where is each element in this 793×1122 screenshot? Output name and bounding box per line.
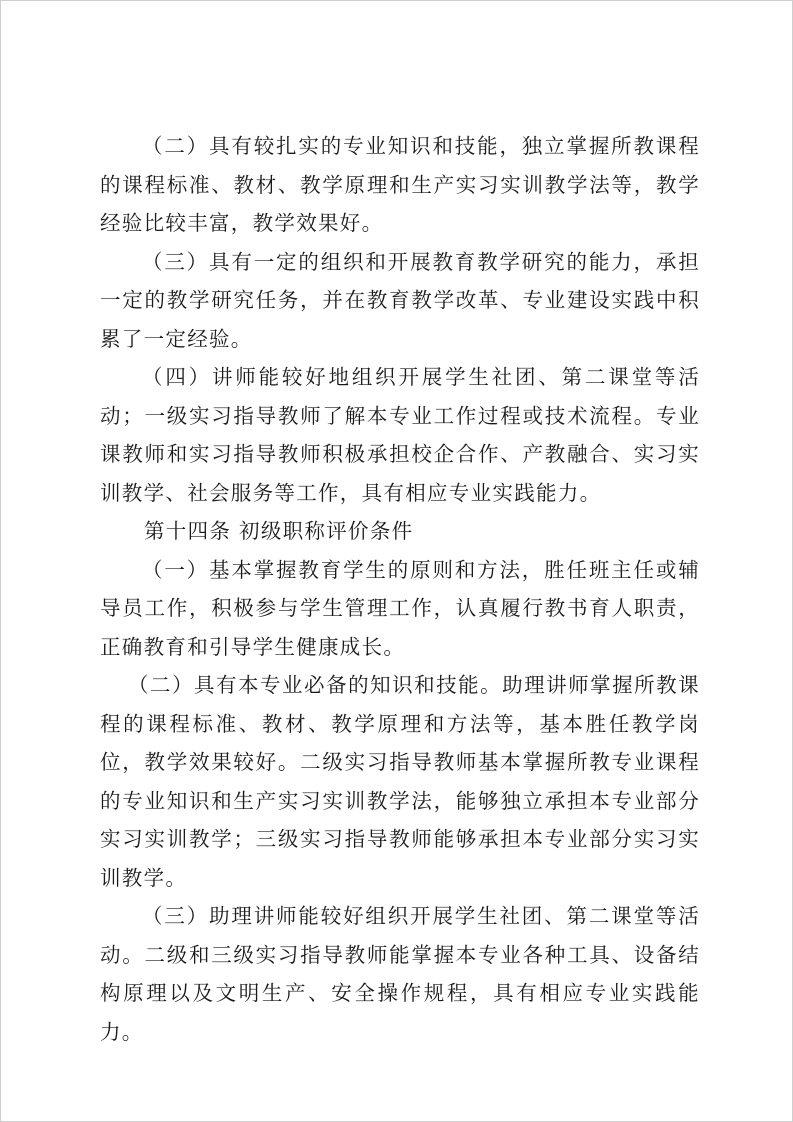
article-14-heading: 第十四条 初级职称评价条件 <box>144 519 414 543</box>
paragraph-junior-2: （二）具有本专业必备的知识和技能。助理讲师掌握所教课程的课程标准、教材、教学原理和方法等，基本胜任教学岗位，教学效果较好。二级实习指导教师基本掌握所教专业课程的专业知识和生产实习实训教学法，能够独立承担本专业部分实习实训教学；三级实习指导教师能够承担本专业部分实习实训教学。 <box>100 673 700 890</box>
paragraph-3-research: （三）具有一定的组织和开展教育教学研究的能力，承担一定的教学研究任务，并在教育教学改革、专业建设实践中积累了一定经验。 <box>100 249 700 351</box>
paragraph-junior-1: （一）基本掌握教育学生的原则和方法，胜任班主任或辅导员工作，积极参与学生管理工作，认真履行教书育人职责，正确教育和引导学生健康成长。 <box>100 557 700 659</box>
paragraph-4-activities: （四）讲师能较好地组织开展学生社团、第二课堂等活动；一级实习指导教师了解本专业工作过程或技术流程。专业课教师和实习指导教师积极承担校企合作、产教融合、实习实训教学、社会服务等工作，具有相应专业实践能力。 <box>100 365 700 505</box>
paragraph-junior-3: （三）助理讲师能较好组织开展学生社团、第二课堂等活动。二级和三级实习指导教师能掌握本专业各种工具、设备结构原理以及文明生产、安全操作规程，具有相应专业实践能力。 <box>100 904 700 1044</box>
paragraph-2-qualification: （二）具有较扎实的专业知识和技能，独立掌握所教课程的课程标准、教材、教学原理和生产实习实训教学法等，教学经验比较丰富，教学效果好。 <box>100 134 700 235</box>
document-body <box>100 127 700 1051</box>
